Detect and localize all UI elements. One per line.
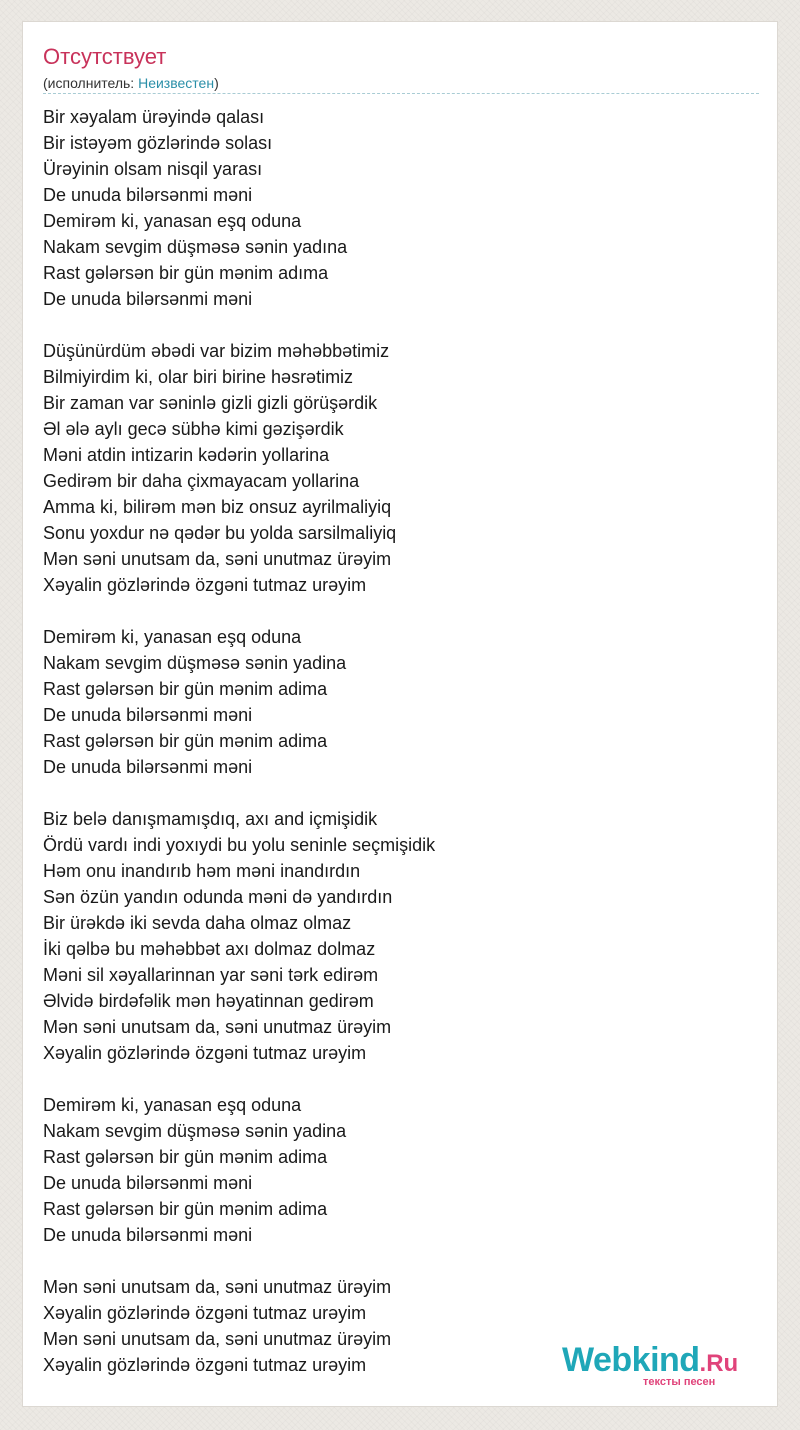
lyric-line: Düşünürdüm əbədi var bizim məhəbbətimiz: [43, 341, 390, 361]
lyric-line: Nakam sevgim düşməsə sənin yadina: [43, 653, 347, 673]
artist-line: [43, 73, 219, 93]
lyric-line: Demirəm ki, yanasan eşq oduna: [43, 1095, 302, 1115]
lyric-line: İki qəlbə bu məhəbbət axı dolmaz dolmaz: [43, 939, 376, 959]
lyric-line: Həm onu inandırıb həm məni inandırdın: [43, 861, 361, 881]
lyric-line: Məni atdin intizarin kədərin yollarina: [43, 445, 330, 465]
lyric-line: Xəyalin gözlərində özgəni tutmaz urəyim: [43, 575, 367, 595]
song-title: Отсутствует: [43, 44, 167, 69]
lyric-line: Ürəyinin olsam nisqil yarası: [43, 159, 263, 179]
logo-tagline: тексты песен: [643, 1376, 716, 1388]
site-logo[interactable]: [562, 1342, 762, 1388]
lyric-line: Mən səni unutsam da, səni unutmaz ürəyim: [43, 549, 392, 569]
lyric-line: Bir xəyalam ürəyində qalası: [43, 107, 265, 127]
lyric-line: Biz belə danışmamışdıq, axı and içmişidik: [43, 809, 378, 829]
lyric-line: Rast gələrsən bir gün mənim adima: [43, 731, 328, 751]
lyric-line: Mən səni unutsam da, səni unutmaz ürəyim: [43, 1277, 392, 1297]
lyric-line: Demirəm ki, yanasan eşq oduna: [43, 211, 302, 231]
lyrics-body: [43, 104, 759, 1378]
logo-tld: .Ru: [699, 1350, 739, 1377]
stanza-gap: [43, 1248, 759, 1274]
lyric-line: De unuda bilərsənmi məni: [43, 1225, 253, 1245]
lyrics-card: [22, 21, 778, 1407]
title-divider: [43, 93, 759, 94]
stanza-gap: [43, 780, 759, 806]
lyric-line: Sonu yoxdur nə qədər bu yolda sarsilmaliyiq: [43, 523, 397, 543]
lyric-line: De unuda bilərsənmi məni: [43, 705, 253, 725]
lyric-line: Xəyalin gözlərində özgəni tutmaz urəyim: [43, 1355, 367, 1375]
artist-suffix: ): [214, 75, 219, 91]
lyric-line: Nakam sevgim düşməsə sənin yadina: [43, 1121, 347, 1141]
lyric-line: Sən özün yandın odunda məni də yandırdın: [43, 887, 393, 907]
stanza-gap: [43, 598, 759, 624]
logo-name: Webkind: [562, 1341, 700, 1379]
lyric-line: Bir zaman var səninlə gizli gizli görüşərdik: [43, 393, 378, 413]
artist-prefix: (исполнитель:: [43, 75, 139, 91]
lyric-line: Rast gələrsən bir gün mənim adima: [43, 1147, 328, 1167]
lyric-line: Mən səni unutsam da, səni unutmaz ürəyim: [43, 1017, 392, 1037]
lyric-line: Xəyalin gözlərində özgəni tutmaz urəyim: [43, 1043, 367, 1063]
lyric-line: De unuda bilərsənmi məni: [43, 1173, 253, 1193]
lyric-line: De unuda bilərsənmi məni: [43, 289, 253, 309]
lyric-line: Məni sil xəyallarinnan yar səni tərk edirəm: [43, 965, 379, 985]
lyric-line: Demirəm ki, yanasan eşq oduna: [43, 627, 302, 647]
lyric-line: De unuda bilərsənmi məni: [43, 757, 253, 777]
lyric-line: Nakam sevgim düşməsə sənin yadına: [43, 237, 348, 257]
stanza-gap: [43, 1066, 759, 1092]
lyric-line: Amma ki, bilirəm mən biz onsuz ayrilmaliyiq: [43, 497, 392, 517]
lyric-line: Bir ürəkdə iki sevda daha olmaz olmaz: [43, 913, 352, 933]
lyric-line: Ördü vardı indi yoxıydi bu yolu seninle seçmişidik: [43, 835, 436, 855]
lyric-line: Bir istəyəm gözlərində solası: [43, 133, 273, 153]
lyric-line: Rast gələrsən bir gün mənim adima: [43, 1199, 328, 1219]
lyric-line: Gedirəm bir daha çixmayacam yollarina: [43, 471, 360, 491]
lyric-line: De unuda bilərsənmi məni: [43, 185, 253, 205]
lyric-line: Xəyalin gözlərində özgəni tutmaz urəyim: [43, 1303, 367, 1323]
lyric-line: Əl ələ aylı gecə sübhə kimi gəzişərdik: [43, 419, 344, 439]
lyric-line: Bilmiyirdim ki, olar biri birine həsrətimiz: [43, 367, 354, 387]
artist-link[interactable]: Неизвестен: [138, 75, 215, 91]
lyric-line: Əlvidə birdəfəlik mən həyatinnan gedirəm: [43, 991, 374, 1011]
stanza-gap: [43, 312, 759, 338]
lyric-line: Rast gələrsən bir gün mənim adıma: [43, 263, 329, 283]
lyric-line: Mən səni unutsam da, səni unutmaz ürəyim: [43, 1329, 392, 1349]
lyric-line: Rast gələrsən bir gün mənim adima: [43, 679, 328, 699]
